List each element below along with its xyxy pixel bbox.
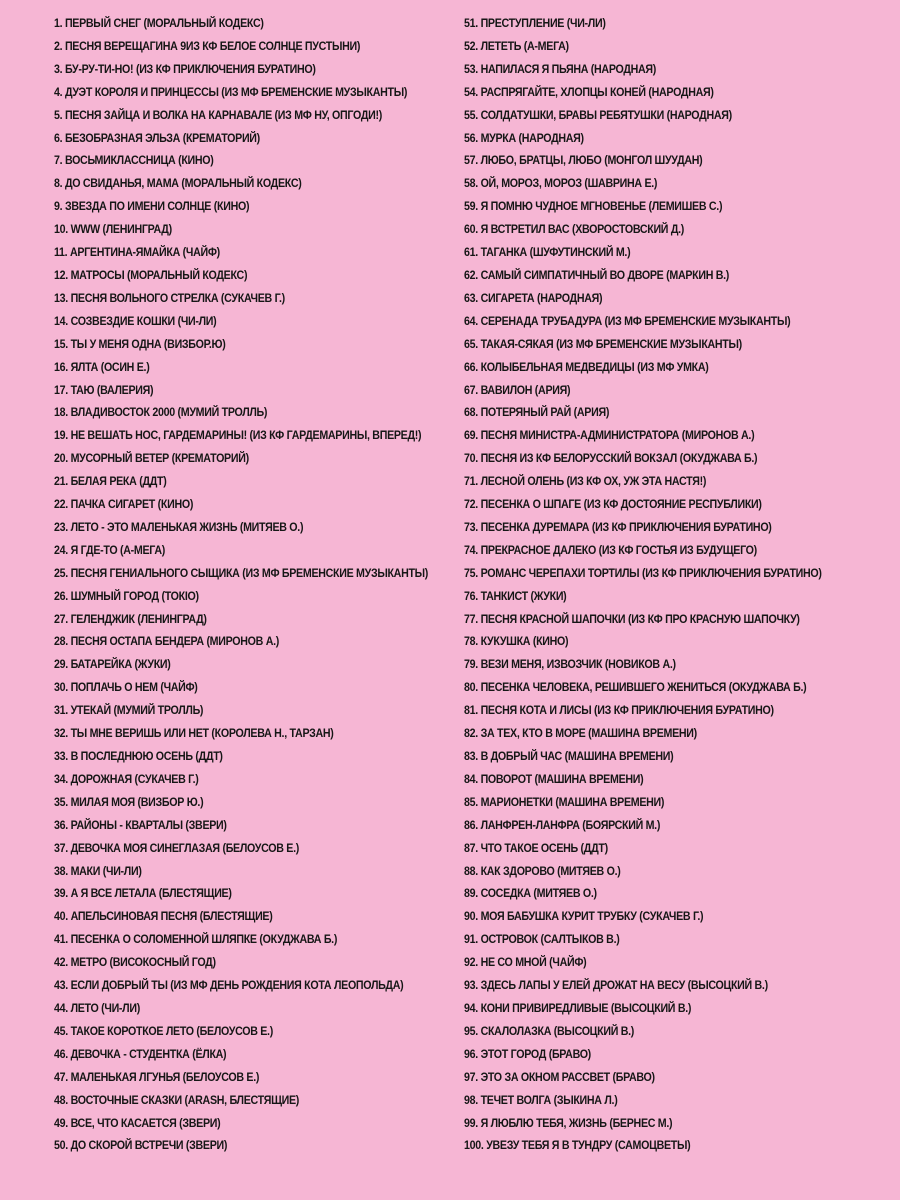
song-list-item: 70. ПЕСНЯ ИЗ КФ БЕЛОРУССКИЙ ВОКЗАЛ (ОКУДЖАВА Б.) [464,451,758,466]
song-list-item: 26. ШУМНЫЙ ГОРОД (ТОКIO) [54,588,199,603]
song-list-item: 71. ЛЕСНОЙ ОЛЕНЬ (ИЗ КФ ОХ, УЖ ЭТА НАСТЯ!) [464,474,707,489]
song-list-item: 96. ЭТОТ ГОРОД (БРАВО) [464,1046,591,1061]
song-list-item: 36. РАЙОНЫ - КВАРТАЛЫ (ЗВЕРИ) [54,817,227,832]
song-list-item: 85. МАРИОНЕТКИ (МАШИНА ВРЕМЕНИ) [464,794,665,809]
song-list-item: 45. ТАКОЕ КОРОТКОЕ ЛЕТО (БЕЛОУСОВ Е.) [54,1023,273,1038]
song-list-item: 16. ЯЛТА (ОСИН Е.) [54,359,150,374]
song-list-item: 92. НЕ СО МНОЙ (ЧАЙФ) [464,955,587,970]
song-list-item: 67. ВАВИЛОН (АРИЯ) [464,382,571,397]
song-list-item: 90. МОЯ БАБУШКА КУРИТ ТРУБКУ (СУКАЧЕВ Г.) [464,909,704,924]
song-list-item: 82. ЗА ТЕХ, КТО В МОРЕ (МАШИНА ВРЕМЕНИ) [464,726,697,741]
song-list-item: 21. БЕЛАЯ РЕКА (ДДТ) [54,474,167,489]
song-list-item: 12. МАТРОСЫ (МОРАЛЬНЫЙ КОДЕКС) [54,267,248,282]
song-list-item: 41. ПЕСЕНКА О СОЛОМЕННОЙ ШЛЯПКЕ (ОКУДЖАВА Б.) [54,932,338,947]
song-list-item: 48. ВОСТОЧНЫЕ СКАЗКИ (ARASH, БЛЕСТЯЩИЕ) [54,1092,300,1107]
song-list-item: 64. СЕРЕНАДА ТРУБАДУРА (ИЗ МФ БРЕМЕНСКИЕ МУЗЫКАНТЫ) [464,313,791,328]
song-list-item: 19. НЕ ВЕШАТЬ НОС, ГАРДЕМАРИНЫ! (ИЗ КФ ГАРДЕМАРИНЫ, ВПЕРЕД!) [54,428,422,443]
song-list-item: 28. ПЕСНЯ ОСТАПА БЕНДЕРА (МИРОНОВ А.) [54,634,280,649]
song-list-item: 14. СОЗВЕЗДИЕ КОШКИ (ЧИ-ЛИ) [54,313,217,328]
song-list-item: 72. ПЕСЕНКА О ШПАГЕ (ИЗ КФ ДОСТОЯНИЕ РЕСПУБЛИКИ) [464,497,762,512]
song-list-item: 37. ДЕВОЧКА МОЯ СИНЕГЛАЗАЯ (БЕЛОУСОВ Е.) [54,840,299,855]
song-list-item: 27. ГЕЛЕНДЖИК (ЛЕНИНГРАД) [54,611,207,626]
song-list-item: 9. ЗВЕЗДА ПО ИМЕНИ СОЛНЦЕ (КИНО) [54,199,250,214]
song-list-item: 77. ПЕСНЯ КРАСНОЙ ШАПОЧКИ (ИЗ КФ ПРО КРАСНУЮ ШАПОЧКУ) [464,611,800,626]
song-list-item: 56. МУРКА (НАРОДНАЯ) [464,130,584,145]
song-list-item: 97. ЭТО ЗА ОКНОМ РАССВЕТ (БРАВО) [464,1069,655,1084]
song-list-item: 62. САМЫЙ СИМПАТИЧНЫЙ ВО ДВОРЕ (МАРКИН В.) [464,267,730,282]
song-list-item: 30. ПОПЛАЧЬ О НЕМ (ЧАЙФ) [54,680,198,695]
song-list-item: 7. ВОСЬМИКЛАССНИЦА (КИНО) [54,153,214,168]
song-list-left-column [54,12,448,1200]
song-list-item: 55. СОЛДАТУШКИ, БРАВЫ РЕБЯТУШКИ (НАРОДНАЯ) [464,107,732,122]
song-list-item: 13. ПЕСНЯ ВОЛЬНОГО СТРЕЛКА (СУКАЧЕВ Г.) [54,290,285,305]
song-list-item: 95. СКАЛОЛАЗКА (ВЫСОЦКИЙ В.) [464,1023,635,1038]
song-list-item: 73. ПЕСЕНКА ДУРЕМАРА (ИЗ КФ ПРИКЛЮЧЕНИЯ БУРАТИНО) [464,519,772,534]
song-list-item: 43. ЕСЛИ ДОБРЫЙ ТЫ (ИЗ МФ ДЕНЬ РОЖДЕНИЯ КОТА ЛЕОПОЛЬДА) [54,978,404,993]
song-list-item: 44. ЛЕТО (ЧИ-ЛИ) [54,1000,140,1015]
song-list-item: 100. УВЕЗУ ТЕБЯ Я В ТУНДРУ (САМОЦВЕТЫ) [464,1138,691,1153]
song-list-item: 50. ДО СКОРОЙ ВСТРЕЧИ (ЗВЕРИ) [54,1138,228,1153]
song-list-item: 33. В ПОСЛЕДНЮЮ ОСЕНЬ (ДДТ) [54,749,223,763]
song-list-item: 10. WWW (ЛЕНИНГРАД) [54,222,172,237]
song-list-item: 93. ЗДЕСЬ ЛАПЫ У ЕЛЕЙ ДРОЖАТ НА ВЕСУ (ВЫСОЦКИЙ В.) [464,978,768,993]
song-list-item: 94. КОНИ ПРИВИРЕДЛИВЫЕ (ВЫСОЦКИЙ В.) [464,1000,692,1015]
song-list-item: 4. ДУЭТ КОРОЛЯ И ПРИНЦЕССЫ (ИЗ МФ БРЕМЕНСКИЕ МУЗЫКАНТЫ) [54,84,408,99]
song-list-item: 25. ПЕСНЯ ГЕНИАЛЬНОГО СЫЩИКА (ИЗ МФ БРЕМЕНСКИЕ МУЗЫКАНТЫ) [54,565,429,580]
song-list-item: 83. В ДОБРЫЙ ЧАС (МАШИНА ВРЕМЕНИ) [464,749,674,763]
song-list-item: 1. ПЕРВЫЙ СНЕГ (МОРАЛЬНЫЙ КОДЕКС) [54,16,264,30]
song-list-item: 89. СОСЕДКА (МИТЯЕВ О.) [464,886,597,901]
song-list-item: 51. ПРЕСТУПЛЕНИЕ (ЧИ-ЛИ) [464,16,606,30]
song-list-item: 87. ЧТО ТАКОЕ ОСЕНЬ (ДДТ) [464,840,608,855]
song-list-item: 18. ВЛАДИВОСТОК 2000 (МУМИЙ ТРОЛЛЬ) [54,405,268,420]
song-list-item: 39. А Я ВСЕ ЛЕТАЛА (БЛЕСТЯЩИЕ) [54,886,232,901]
song-list-item: 80. ПЕСЕНКА ЧЕЛОВЕКА, РЕШИВШЕГО ЖЕНИТЬСЯ (ОКУДЖАВА Б.) [464,680,807,695]
song-list-item: 24. Я ГДЕ-ТО (А-МЕГА) [54,542,165,557]
song-list-item: 31. УТЕКАЙ (МУМИЙ ТРОЛЛЬ) [54,703,204,718]
song-list-item: 74. ПРЕКРАСНОЕ ДАЛЕКО (ИЗ КФ ГОСТЬЯ ИЗ БУДУЩЕГО) [464,542,757,557]
song-list-item: 46. ДЕВОЧКА - СТУДЕНТКА (ЁЛКА) [54,1046,227,1061]
song-list-item: 22. ПАЧКА СИГАРЕТ (КИНО) [54,497,194,512]
song-list-item: 58. ОЙ, МОРОЗ, МОРОЗ (ШАВРИНА Е.) [464,176,658,191]
song-list-item: 99. Я ЛЮБЛЮ ТЕБЯ, ЖИЗНЬ (БЕРНЕС М.) [464,1115,673,1130]
song-list-item: 86. ЛАНФРЕН-ЛАНФРА (БОЯРСКИЙ М.) [464,817,661,832]
song-list-item: 35. МИЛАЯ МОЯ (ВИЗБОР Ю.) [54,794,204,809]
song-list-item: 42. МЕТРО (ВИСОКОСНЫЙ ГОД) [54,955,216,970]
song-list-item: 29. БАТАРЕЙКА (ЖУКИ) [54,657,171,672]
song-list-item: 53. НАПИЛАСЯ Я ПЬЯНА (НАРОДНАЯ) [464,61,657,76]
song-list-item: 15. ТЫ У МЕНЯ ОДНА (ВИЗБОР.Ю) [54,336,226,351]
song-list-item: 3. БУ-РУ-ТИ-НО! (ИЗ КФ ПРИКЛЮЧЕНИЯ БУРАТИНО) [54,61,316,76]
song-list-item: 84. ПОВОРОТ (МАШИНА ВРЕМЕНИ) [464,771,644,786]
song-list-item: 8. ДО СВИДАНЬЯ, МАМА (МОРАЛЬНЫЙ КОДЕКС) [54,176,302,191]
song-list-item: 54. РАСПРЯГАЙТЕ, ХЛОПЦЫ КОНЕЙ (НАРОДНАЯ) [464,84,714,99]
song-list-item: 78. КУКУШКА (КИНО) [464,634,569,649]
song-list-item: 88. КАК ЗДОРОВО (МИТЯЕВ О.) [464,863,621,878]
song-list-item: 5. ПЕСНЯ ЗАЙЦА И ВОЛКА НА КАРНАВАЛЕ (ИЗ МФ НУ, ОПГОДИ!) [54,107,382,122]
song-list-item: 11. АРГЕНТИНА-ЯМАЙКА (ЧАЙФ) [54,245,220,260]
song-list-item: 66. КОЛЫБЕЛЬНАЯ МЕДВЕДИЦЫ (ИЗ МФ УМКА) [464,359,709,374]
song-list-item: 75. РОМАНС ЧЕРЕПАХИ ТОРТИЛЫ (ИЗ КФ ПРИКЛЮЧЕНИЯ БУРАТИНО) [464,565,822,580]
song-list-item: 20. МУСОРНЫЙ ВЕТЕР (КРЕМАТОРИЙ) [54,451,249,466]
song-list-item: 49. ВСЕ, ЧТО КАСАЕТСЯ (ЗВЕРИ) [54,1115,221,1130]
song-list-item: 59. Я ПОМНЮ ЧУДНОЕ МГНОВЕНЬЕ (ЛЕМИШЕВ С.) [464,199,723,214]
song-list-item: 76. ТАНКИСТ (ЖУКИ) [464,588,567,603]
song-list-item: 98. ТЕЧЕТ ВОЛГА (ЗЫКИНА Л.) [464,1092,618,1107]
song-list-item: 17. ТАЮ (ВАЛЕРИЯ) [54,382,154,397]
song-list-item: 52. ЛЕТЕТЬ (А-МЕГА) [464,38,569,53]
song-list-item: 57. ЛЮБО, БРАТЦЫ, ЛЮБО (МОНГОЛ ШУУДАН) [464,153,703,168]
song-list-item: 38. МАКИ (ЧИ-ЛИ) [54,863,142,878]
song-list-item: 69. ПЕСНЯ МИНИСТРА-АДМИНИСТРАТОРА (МИРОНОВ А.) [464,428,755,443]
song-list-item: 47. МАЛЕНЬКАЯ ЛГУНЬЯ (БЕЛОУСОВ Е.) [54,1069,260,1084]
song-list-item: 79. ВЕЗИ МЕНЯ, ИЗВОЗЧИК (НОВИКОВ А.) [464,657,676,672]
song-list-item: 63. СИГАРЕТА (НАРОДНАЯ) [464,290,603,305]
song-list-item: 61. ТАГАНКА (ШУФУТИНСКИЙ М.) [464,245,631,260]
song-list-item: 65. ТАКАЯ-СЯКАЯ (ИЗ МФ БРЕМЕНСКИЕ МУЗЫКАНТЫ) [464,336,742,351]
song-list-item: 91. ОСТРОВОК (САЛТЫКОВ В.) [464,932,620,947]
song-list-item: 68. ПОТЕРЯНЫЙ РАЙ (АРИЯ) [464,405,610,420]
song-list-item: 2. ПЕСНЯ ВЕРЕЩАГИНА 9ИЗ КФ БЕЛОЕ СОЛНЦЕ ПУСТЫНИ) [54,38,361,53]
song-list-item: 40. АПЕЛЬСИНОВАЯ ПЕСНЯ (БЛЕСТЯЩИЕ) [54,909,273,924]
song-list-item: 60. Я ВСТРЕТИЛ ВАС (ХВОРОСТОВСКИЙ Д.) [464,222,685,237]
song-list-item: 23. ЛЕТО - ЭТО МАЛЕНЬКАЯ ЖИЗНЬ (МИТЯЕВ О.) [54,519,304,534]
song-list-item: 6. БЕЗОБРАЗНАЯ ЭЛЬЗА (КРЕМАТОРИЙ) [54,130,260,145]
song-list-item: 81. ПЕСНЯ КОТА И ЛИСЫ (ИЗ КФ ПРИКЛЮЧЕНИЯ БУРАТИНО) [464,703,774,718]
song-list-item: 34. ДОРОЖНАЯ (СУКАЧЕВ Г.) [54,771,199,786]
song-list-item: 32. ТЫ МНЕ ВЕРИШЬ ИЛИ НЕТ (КОРОЛЕВА Н., ТАРЗАН) [54,726,334,741]
song-list-right-column [464,12,880,1200]
